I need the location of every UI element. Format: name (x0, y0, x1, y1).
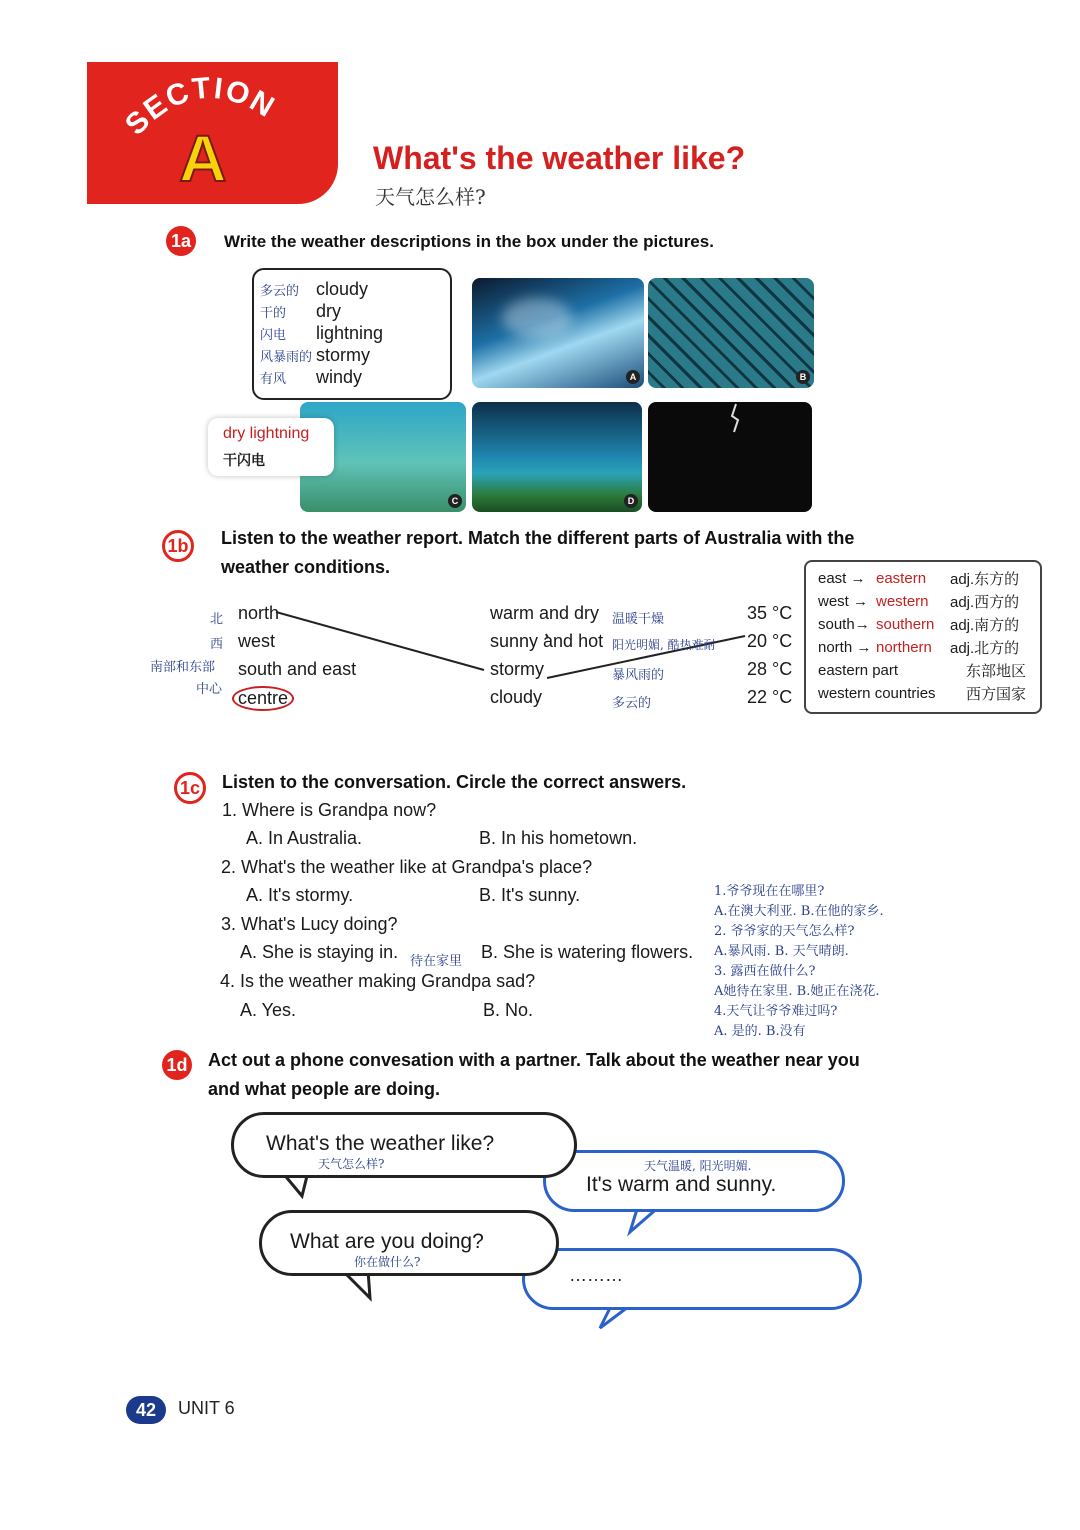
word-row: 多云的 cloudy (260, 278, 369, 299)
condition-sunny-hot: sunny and hot (490, 631, 604, 651)
photo-b-dry-ground (648, 278, 814, 388)
vocab-box (804, 560, 1042, 714)
translation-1: 1.爷爷现在在哪里? (714, 884, 825, 899)
temp-3: 28 °C (747, 659, 793, 679)
section-banner (87, 62, 338, 204)
vocab-row: western countries 西方国家 (818, 685, 1027, 703)
badge-1b: 1b (162, 530, 194, 562)
condition-cloudy: cloudy (490, 687, 543, 707)
instruction-1d-line1: Act out a phone convesation with a partner. Talk about the weather near you (208, 1050, 860, 1070)
page-title: What's the weather like? (373, 140, 746, 176)
answer-3b: B. She is watering flowers. (481, 942, 694, 962)
picture-label: D (624, 494, 638, 508)
translation-6: A她待在家里. B.她正在浇花. (714, 984, 880, 999)
photo-a-stormy-sky (472, 278, 644, 388)
vocab-row: eastern part 东部地区 (818, 662, 1027, 680)
translation-2: A.在澳大利亚. B.在他的家乡. (714, 904, 884, 919)
place-north: north (238, 603, 280, 623)
place-centre: centre (232, 686, 294, 711)
place-zh-west: 西 (210, 637, 224, 652)
translation-4: A.暴风雨. B. 天气晴朗. (714, 944, 849, 959)
instruction-1b-line2: weather conditions. (221, 557, 391, 577)
instruction-1b-line1: Listen to the weather report. Match the different parts of Australia with the (221, 528, 855, 548)
photo-e-lightning-night (648, 402, 812, 512)
place-zh-north: 北 (210, 612, 224, 627)
answer-2b: B. It's sunny. (479, 885, 581, 905)
place-west: west (238, 631, 276, 651)
answer-4a: A. Yes. (240, 1000, 297, 1020)
section-letter: A (179, 121, 227, 195)
temp-4: 22 °C (747, 687, 793, 707)
question-1: 1. Where is Grandpa now? (222, 800, 437, 820)
answer-1a: A. In Australia. (246, 828, 363, 848)
vocab-row: west → western adj.西方的 (818, 593, 1020, 611)
speech-bubble-reply-2: ……… (522, 1248, 862, 1310)
condition-zh-warm-dry: 温暖干燥 (612, 612, 665, 627)
picture-label: B (796, 370, 810, 384)
speech-bubble-question-1: What's the weather like? 天气怎么样? (231, 1112, 577, 1178)
badge-1d: 1d (162, 1050, 192, 1080)
temp-2: 20 °C (747, 631, 793, 651)
place-south-east: south and east (238, 659, 357, 679)
condition-zh-stormy: 暴风雨的 (612, 668, 665, 683)
condition-stormy: stormy (490, 659, 544, 679)
condition-zh-cloudy: 多云的 (612, 696, 652, 711)
word-row: 干的 dry (260, 300, 342, 321)
word-box (252, 268, 452, 400)
picture-label: C (448, 494, 462, 508)
word-row: 有风 windy (260, 366, 363, 387)
page-title-chinese: 天气怎么样? (375, 185, 486, 209)
question-4: 4. Is the weather making Grandpa sad? (220, 971, 536, 991)
answer-1b: B. In his hometown. (479, 828, 638, 848)
photo-d-dark-clouds (472, 402, 642, 512)
instruction-1c: Listen to the conversation. Circle the correct answers. (222, 772, 687, 792)
place-zh-south-east: 南部和东部 (150, 660, 216, 675)
word-row: 闪电 lightning (260, 322, 384, 343)
vocab-row: north → northern adj.北方的 (818, 639, 1020, 657)
badge-1c: 1c (174, 772, 206, 804)
answer-3a: A. She is staying in. (240, 942, 399, 962)
picture-label: A (626, 370, 640, 384)
vocab-row: east → eastern adj.东方的 (818, 570, 1020, 588)
dry-lightning-note: dry lightning 干闪电 (208, 418, 334, 476)
question-2: 2. What's the weather like at Grandpa's place? (221, 857, 593, 877)
answer-2a: A. It's stormy. (246, 885, 354, 905)
lightning-bolt (648, 402, 812, 512)
speech-bubble-question-2: What are you doing? 你在做什么? (259, 1210, 559, 1276)
condition-zh-sunny-hot: 阳光明媚, 酷热难耐 (612, 638, 716, 652)
temp-1: 35 °C (747, 603, 793, 623)
translation-5: 3. 露西在做什么? (714, 964, 816, 979)
answer-4b: B. No. (483, 1000, 534, 1020)
translation-3: 2. 爷爷家的天气怎么样? (714, 924, 855, 939)
svg-text:SECTION: SECTION (118, 71, 282, 142)
instruction-1a: Write the weather descriptions in the box under the pictures. (224, 232, 714, 251)
vocab-row: south→ southern adj.南方的 (818, 616, 1020, 634)
translation-8: A. 是的. B.没有 (714, 1024, 806, 1039)
translation-7: 4.天气让爷爷难过吗? (714, 1004, 838, 1019)
word-row: 风暴雨的 stormy (260, 344, 370, 365)
unit-label: UNIT 6 (178, 1398, 235, 1418)
question-3: 3. What's Lucy doing? (221, 914, 398, 934)
speech-bubble-reply-1: 天气温暖, 阳光明媚. It's warm and sunny. (543, 1150, 845, 1212)
instruction-1d-line2: and what people are doing. (208, 1079, 441, 1099)
staying-in-note: 待在家里 (410, 954, 463, 969)
badge-1a: 1a (166, 226, 196, 256)
page-number: 42 (126, 1396, 166, 1424)
condition-warm-dry: warm and dry (490, 603, 600, 623)
place-zh-centre: 中心 (196, 682, 223, 697)
